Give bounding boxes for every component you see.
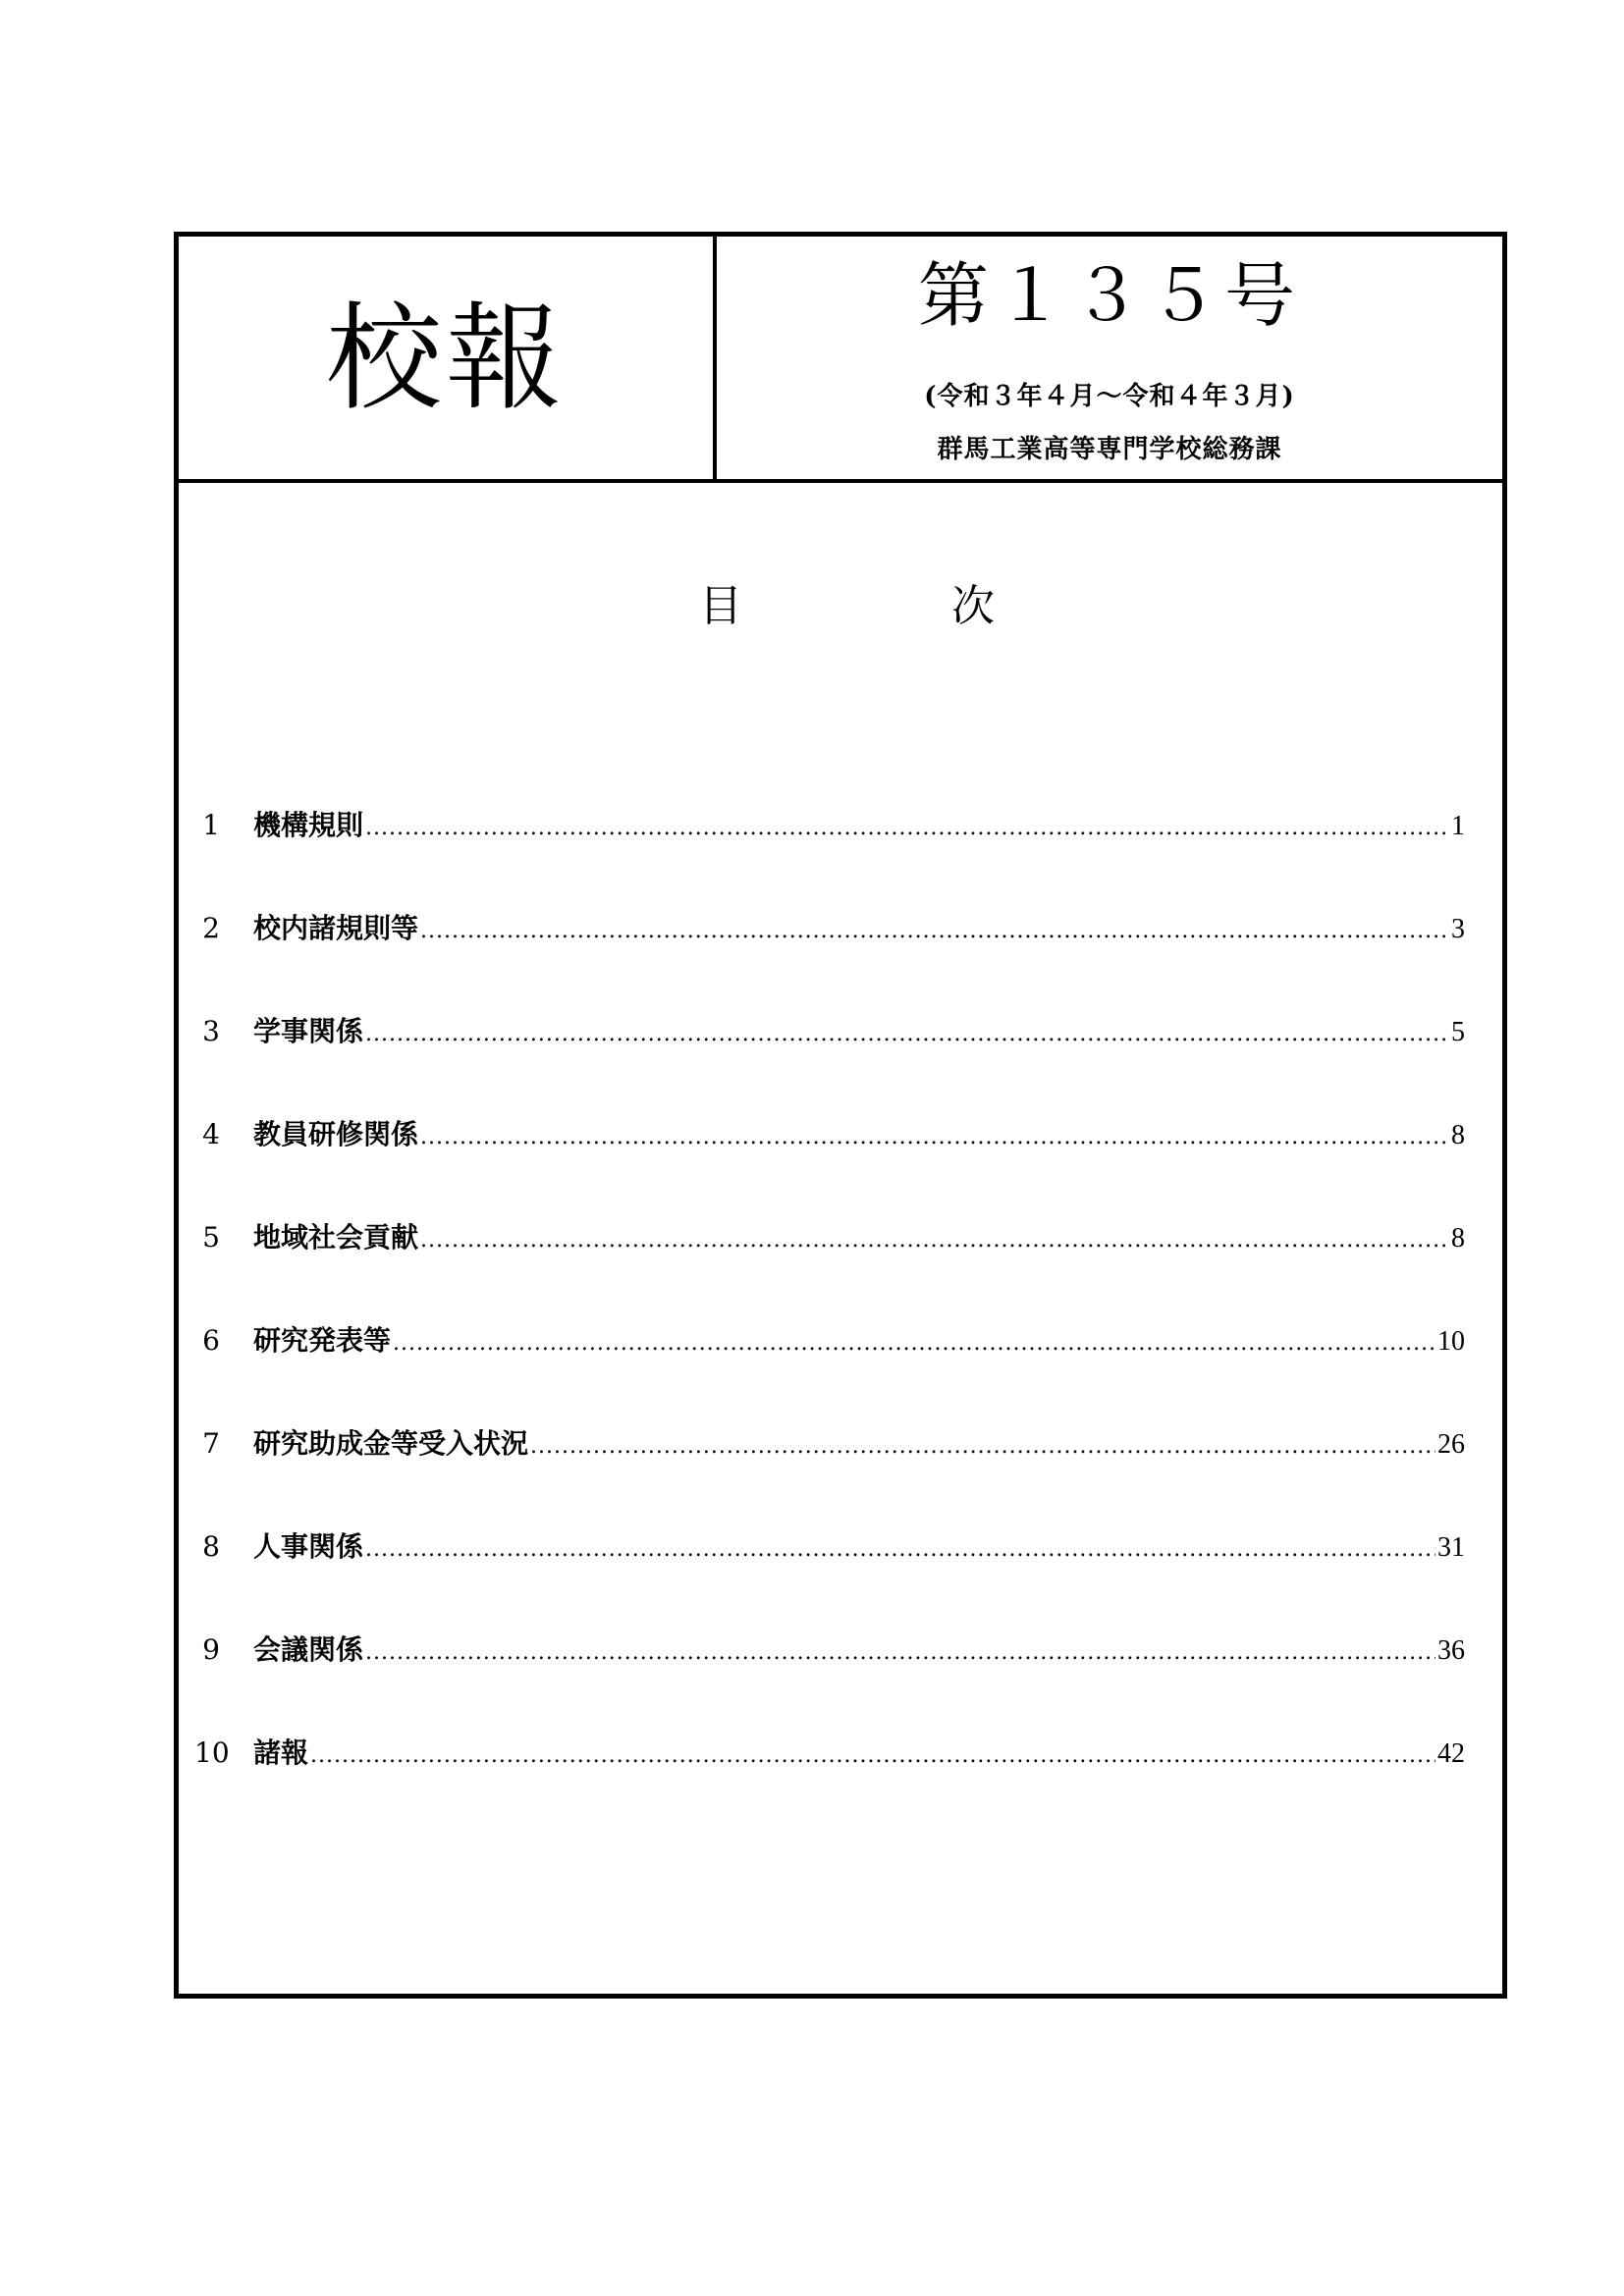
toc-item-label: 機構規則 xyxy=(253,809,364,841)
toc-leader-dots xyxy=(365,809,1449,848)
toc-leader-dots xyxy=(420,1118,1449,1157)
toc-item-label: 諸報 xyxy=(253,1736,309,1769)
toc-item-page: 42 xyxy=(1437,1738,1465,1769)
toc-item-number: 9 xyxy=(202,1633,220,1666)
toc-item-number: 5 xyxy=(202,1221,220,1254)
toc-heading xyxy=(179,581,1502,644)
toc-item[interactable] xyxy=(179,1012,1502,1051)
toc-item-label: 学事関係 xyxy=(253,1015,364,1047)
toc-item-label: 会議関係 xyxy=(253,1633,364,1666)
document-title: 校報 xyxy=(325,290,566,426)
toc-item-page: 8 xyxy=(1451,1223,1465,1254)
toc-item-number: 3 xyxy=(202,1015,220,1047)
toc-leader-dots xyxy=(365,1530,1435,1570)
toc-item-page: 31 xyxy=(1437,1532,1465,1563)
toc-item[interactable] xyxy=(179,1424,1502,1464)
toc-item-number: 1 xyxy=(202,809,220,841)
toc-item-label: 校内諸規則等 xyxy=(253,912,419,944)
toc-item[interactable] xyxy=(179,1630,1502,1670)
toc-item[interactable] xyxy=(179,806,1502,845)
header xyxy=(179,237,1502,483)
publisher: 群馬工業高等専門学校総務課 xyxy=(937,435,1282,464)
toc-item-number: 2 xyxy=(202,912,220,944)
toc-item[interactable] xyxy=(179,909,1502,948)
toc-item-page: 26 xyxy=(1437,1429,1465,1460)
bulletin-frame xyxy=(174,232,1507,1999)
toc-item[interactable] xyxy=(179,1527,1502,1567)
toc-heading-left: 目 xyxy=(699,581,742,631)
toc-item-number: 7 xyxy=(202,1427,220,1460)
toc-item-label: 地域社会貢献 xyxy=(253,1221,419,1254)
toc-item[interactable] xyxy=(179,1321,1502,1361)
toc-item-page: 8 xyxy=(1451,1120,1465,1150)
toc-item-label: 研究助成金等受入状況 xyxy=(253,1427,529,1460)
toc-leader-dots xyxy=(310,1736,1435,1776)
toc-item-label: 教員研修関係 xyxy=(253,1118,419,1150)
toc-item-number: 10 xyxy=(194,1736,230,1769)
toc-item[interactable] xyxy=(179,1115,1502,1154)
toc-leader-dots xyxy=(530,1427,1435,1467)
toc-item-page: 1 xyxy=(1451,811,1465,841)
toc-item-page: 36 xyxy=(1437,1635,1465,1666)
toc-item[interactable] xyxy=(179,1218,1502,1257)
toc-leader-dots xyxy=(393,1324,1435,1363)
toc-item-number: 4 xyxy=(202,1118,220,1150)
toc-leader-dots xyxy=(365,1633,1435,1673)
toc-item-label: 人事関係 xyxy=(253,1530,364,1563)
toc-item-number: 6 xyxy=(202,1324,220,1357)
toc-item-page: 10 xyxy=(1437,1326,1465,1357)
toc-item-label: 研究発表等 xyxy=(253,1324,392,1357)
header-info-cell xyxy=(717,237,1502,479)
toc-item-page: 5 xyxy=(1451,1017,1465,1047)
toc-leader-dots xyxy=(420,1221,1449,1260)
issue-number: 第１３５号 xyxy=(917,254,1301,337)
toc-leader-dots xyxy=(365,1015,1449,1054)
toc-leader-dots xyxy=(420,912,1449,951)
toc-heading-right: 次 xyxy=(951,581,995,631)
toc-item[interactable] xyxy=(179,1734,1502,1773)
toc-item-page: 3 xyxy=(1451,914,1465,944)
period: (令和３年４月～令和４年３月) xyxy=(924,382,1295,411)
header-title-cell xyxy=(179,237,717,479)
toc-item-number: 8 xyxy=(202,1530,220,1563)
